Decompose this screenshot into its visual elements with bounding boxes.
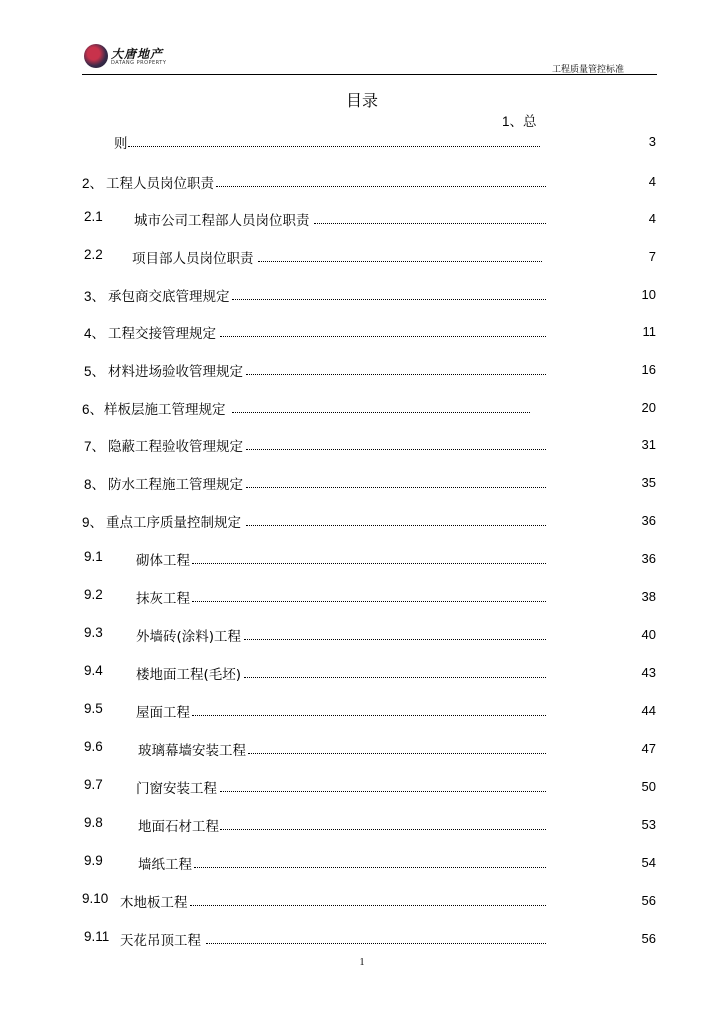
toc-entry-number: 2.1 — [84, 209, 103, 224]
toc-entry-label: 门窗安装工程 — [136, 781, 217, 797]
toc-entry-number: 2、 — [82, 176, 104, 191]
toc-entry[interactable] — [82, 170, 658, 192]
company-logo — [84, 44, 194, 70]
toc-entry-page: 35 — [641, 475, 656, 490]
toc-entry-label: 材料进场验收管理规定 — [108, 364, 243, 380]
toc-entry[interactable] — [82, 471, 658, 493]
toc-entry-page: 53 — [641, 817, 656, 832]
toc-entry[interactable] — [82, 813, 658, 835]
toc-entry-page: 31 — [641, 437, 656, 452]
toc-entry-label: 外墙砖(涂料)工程 — [136, 629, 242, 645]
toc-entry[interactable] — [82, 699, 658, 721]
toc-entry-label: 砌体工程 — [136, 553, 190, 569]
toc-entry-number: 9.10 — [82, 891, 109, 906]
toc-entry-number: 9.4 — [84, 663, 103, 678]
toc-entry[interactable] — [82, 737, 658, 759]
toc-entry-number: 9.2 — [84, 587, 103, 602]
toc-entry-label: 防水工程施工管理规定 — [108, 477, 243, 493]
toc-leader-dots — [220, 791, 546, 792]
toc-leader-dots — [232, 412, 530, 413]
toc-leader-dots — [232, 299, 546, 300]
page-number: 1 — [359, 957, 365, 968]
toc-entry[interactable] — [82, 623, 658, 645]
toc-entry-page: 7 — [648, 249, 656, 264]
toc-entry-page: 3 — [648, 134, 656, 149]
toc-entry[interactable] — [82, 396, 658, 418]
toc-leader-dots — [128, 146, 540, 147]
toc-entry[interactable] — [82, 585, 658, 607]
toc-entry-number: 1、总 — [502, 114, 537, 129]
toc-entry-number: 9.11 — [84, 929, 110, 944]
toc-title: 目录 — [345, 91, 378, 110]
toc-entry-page: 44 — [641, 703, 656, 718]
toc-entry-number: 3、 — [84, 289, 106, 304]
toc-entry-label: 屋面工程 — [136, 705, 190, 721]
toc-entry[interactable] — [82, 358, 658, 380]
toc-entry-number: 9.8 — [84, 815, 103, 830]
toc-entry-label: 地面石材工程 — [138, 819, 219, 835]
toc-entry-number: 7、 — [84, 439, 106, 454]
toc-entry-number: 6、 — [82, 402, 104, 417]
toc-entry-number: 9.3 — [84, 625, 103, 640]
toc-entry-label: 墙纸工程 — [138, 857, 192, 873]
toc-entry-page: 20 — [641, 400, 656, 415]
toc-entry-page: 43 — [641, 665, 656, 680]
toc-entry-page: 56 — [641, 931, 656, 946]
toc-entry[interactable] — [82, 283, 658, 305]
header-divider — [82, 74, 657, 75]
toc-leader-dots — [220, 829, 546, 830]
toc-entry-page: 4 — [648, 174, 656, 189]
toc-entry-page: 36 — [641, 551, 656, 566]
toc-leader-dots — [246, 525, 546, 526]
toc-leader-dots — [192, 715, 546, 716]
toc-leader-dots — [220, 336, 546, 337]
toc-entry-label: 城市公司工程部人员岗位职责 — [134, 213, 310, 229]
toc-entry[interactable] — [82, 433, 658, 455]
toc-entry-label: 样板层施工管理规定 — [104, 402, 226, 418]
toc-leader-dots — [206, 943, 546, 944]
toc-entry[interactable] — [82, 207, 658, 229]
toc-leader-dots — [248, 753, 546, 754]
toc-entry-page: 36 — [641, 513, 656, 528]
document-title: 工程质量管控标准 — [551, 65, 624, 75]
logo-sub-text: DATANG PROPERTY — [111, 60, 167, 66]
toc-entry[interactable] — [82, 775, 658, 797]
toc-entry-label: 天花吊顶工程 — [120, 933, 201, 949]
toc-entry-number: 9.9 — [84, 853, 103, 868]
toc-leader-dots — [244, 639, 546, 640]
toc-entry[interactable] — [82, 927, 658, 949]
logo-emblem-icon — [84, 44, 108, 68]
toc-entry[interactable] — [82, 108, 658, 152]
toc-entry-label: 玻璃幕墙安装工程 — [138, 743, 246, 759]
toc-leader-dots — [192, 601, 546, 602]
toc-entry-label: 木地板工程 — [120, 895, 188, 911]
toc-entry-page: 50 — [641, 779, 656, 794]
toc-entry-page: 16 — [641, 362, 656, 377]
toc-entry-page: 4 — [648, 211, 656, 226]
toc-leader-dots — [216, 186, 546, 187]
toc-entry-number: 9.6 — [84, 739, 103, 754]
toc-entry-number: 9.5 — [84, 701, 103, 716]
toc-leader-dots — [192, 563, 546, 564]
toc-leader-dots — [314, 223, 546, 224]
toc-leader-dots — [246, 449, 546, 450]
toc-entry[interactable] — [82, 547, 658, 569]
toc-entry-number: 2.2 — [84, 247, 103, 262]
toc-entry-label: 隐蔽工程验收管理规定 — [108, 439, 243, 455]
toc-leader-dots — [246, 487, 546, 488]
toc-entry-number: 9、 — [82, 515, 104, 530]
toc-entry-page: 10 — [641, 287, 656, 302]
toc-entry-label: 项目部人员岗位职责 — [132, 251, 254, 267]
toc-entry-number: 8、 — [84, 477, 106, 492]
toc-entry-page: 38 — [641, 589, 656, 604]
toc-entry[interactable] — [82, 851, 658, 873]
toc-entry[interactable] — [82, 245, 658, 267]
toc-entry[interactable] — [82, 509, 658, 531]
page-header — [0, 0, 724, 80]
toc-leader-dots — [246, 374, 546, 375]
toc-entry-page: 11 — [642, 324, 656, 339]
toc-leader-dots — [244, 677, 546, 678]
toc-entry-page: 56 — [641, 893, 656, 908]
toc-entry[interactable] — [82, 661, 658, 683]
toc-leader-dots — [258, 261, 542, 262]
toc-entry-number: 5、 — [84, 364, 106, 379]
toc-entry-label: 工程交接管理规定 — [108, 326, 216, 342]
toc-entry-page: 54 — [641, 855, 656, 870]
toc-entry-number: 9.7 — [84, 777, 103, 792]
toc-entry-number: 4、 — [84, 326, 106, 341]
toc-entry-page: 47 — [641, 741, 656, 756]
toc-entry-page: 40 — [641, 627, 656, 642]
toc-leader-dots — [194, 867, 546, 868]
toc-entry-label: 承包商交底管理规定 — [108, 289, 230, 305]
toc-entry[interactable] — [82, 320, 658, 342]
toc-entry-label: 抹灰工程 — [136, 591, 190, 607]
toc-entry-label: 则 — [114, 136, 128, 152]
toc-entry[interactable] — [82, 889, 658, 911]
logo-brand-text: 大唐地产 — [111, 47, 164, 61]
toc-entry-number: 9.1 — [84, 549, 103, 564]
toc-entry-label: 楼地面工程(毛坯) — [136, 667, 242, 683]
toc-entry-label: 重点工序质量控制规定 — [106, 515, 241, 531]
toc-entry-label: 工程人员岗位职责 — [106, 176, 214, 192]
toc-leader-dots — [190, 905, 546, 906]
